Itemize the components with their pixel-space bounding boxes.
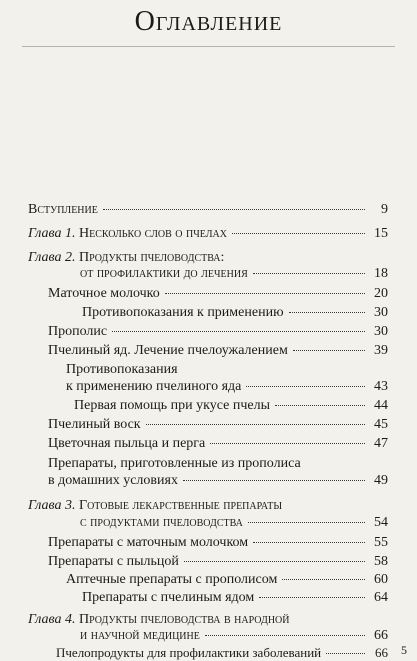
- dot-leader: [184, 561, 365, 562]
- toc-entry-pollen: Цветочная пыльца и перга 47: [48, 436, 388, 451]
- page-number: 66: [374, 628, 388, 643]
- folio-page-number: 5: [401, 643, 407, 657]
- dot-leader: [293, 350, 365, 351]
- toc-entry-prevention: Пчелопродукты для профилактики заболеваний 66: [56, 645, 388, 660]
- page-number: 55: [374, 535, 388, 550]
- dot-leader: [183, 480, 365, 481]
- toc-entry-preps-venom: Препараты с пчелиным ядом 64: [82, 590, 388, 605]
- chapter-label: Глава 1.: [28, 226, 76, 241]
- toc-entry-propolis-home-line2: в домашних условиях 49: [48, 473, 388, 488]
- toc-entry-chapter-3-line2: с продуктами пчеловодства 54: [80, 515, 388, 530]
- dot-leader: [112, 331, 365, 332]
- toc-entry-chapter-3-line1: Глава 3. Готовые лекарственные препараты: [28, 498, 283, 513]
- page-number: 64: [374, 590, 388, 605]
- dot-leader: [253, 273, 365, 274]
- page-number: 30: [374, 324, 388, 339]
- dot-leader: [282, 579, 365, 580]
- toc-entry-chapter-2-line2: от профилактики до лечения 18: [80, 266, 388, 281]
- toc-entry-bee-venom: Пчелиный яд. Лечение пчелоужалением 39: [48, 343, 388, 358]
- toc-entry-venom-contra-line2: к применению пчелиного яда 43: [66, 379, 388, 394]
- page-number: 18: [374, 266, 388, 281]
- page-number: 43: [374, 379, 388, 394]
- dot-leader: [232, 233, 365, 234]
- dot-leader: [253, 542, 365, 543]
- toc-entry-chapter-4-line2: и научной медицине 66: [80, 628, 388, 643]
- toc-entry-intro: Вступление 9: [28, 202, 388, 217]
- page-number: 20: [374, 286, 388, 301]
- page-number: 60: [374, 572, 388, 587]
- dot-leader: [275, 405, 365, 406]
- dot-leader: [205, 635, 365, 636]
- dot-leader: [246, 386, 365, 387]
- title-divider: [22, 46, 395, 47]
- toc-entry-preps-pollen: Препараты с пыльцой 58: [48, 554, 388, 569]
- toc-entry-first-aid: Первая помощь при укусе пчелы 44: [74, 398, 388, 413]
- toc-entry-propolis: Прополис 30: [48, 324, 388, 339]
- page-number: 39: [374, 343, 388, 358]
- dot-leader: [248, 522, 365, 523]
- page-number: 49: [374, 473, 388, 488]
- page-title: Оглавление: [134, 6, 283, 37]
- page-number: 15: [374, 226, 388, 241]
- dot-leader: [326, 653, 365, 654]
- toc-entry-contraindications: Противопоказания к применению 30: [82, 305, 388, 320]
- toc-entry-chapter-4-line1: Глава 4. Продукты пчеловодства в народной: [28, 612, 290, 627]
- page-number: 45: [374, 417, 388, 432]
- dot-leader: [165, 293, 365, 294]
- chapter-label: Глава 2.: [28, 250, 76, 265]
- dot-leader: [146, 424, 365, 425]
- dot-leader: [259, 597, 365, 598]
- toc-entry-preps-royal-jelly: Препараты с маточным молочком 55: [48, 535, 388, 550]
- chapter-label: Глава 3.: [28, 498, 76, 513]
- page-number: 54: [374, 515, 388, 530]
- toc-entry-royal-jelly: Маточное молочко 20: [48, 286, 388, 301]
- toc-entry-propolis-home-line1: Препараты, приготовленные из прополиса: [48, 456, 301, 471]
- dot-leader: [103, 209, 365, 210]
- chapter-label: Глава 4.: [28, 612, 76, 627]
- dot-leader: [289, 312, 365, 313]
- toc-entry-chapter-2-line1: Глава 2. Продукты пчеловодства:: [28, 250, 225, 265]
- page-number: 58: [374, 554, 388, 569]
- toc-entry-venom-contra-line1: Противопоказания: [66, 362, 178, 377]
- toc-entry-pharmacy-propolis: Аптечные препараты с прополисом 60: [66, 572, 388, 587]
- dot-leader: [210, 443, 365, 444]
- toc-entry-chapter-1: Глава 1. Несколько слов о пчелах 15: [28, 226, 388, 241]
- page-number: 44: [374, 398, 388, 413]
- page-number: 9: [381, 202, 388, 217]
- page-number: 30: [374, 305, 388, 320]
- toc-entry-beeswax: Пчелиный воск 45: [48, 417, 388, 432]
- page-number: 66: [375, 645, 388, 660]
- page-number: 47: [374, 436, 388, 451]
